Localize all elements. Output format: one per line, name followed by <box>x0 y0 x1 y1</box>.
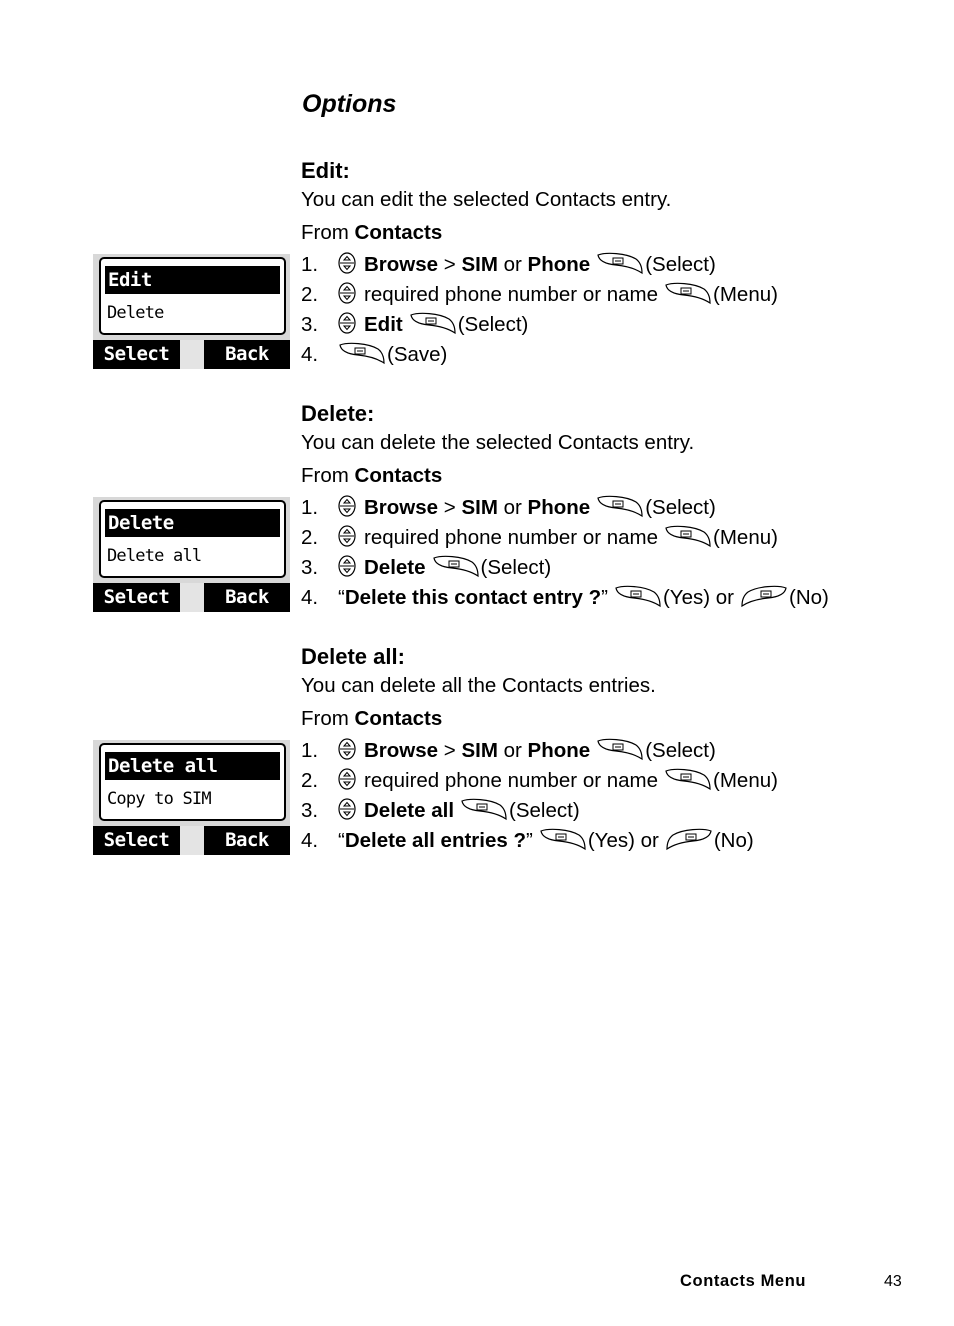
left-softkey-icon <box>409 311 457 335</box>
section-from <box>301 464 442 488</box>
left-softkey-icon <box>596 737 644 761</box>
softkey-bar <box>93 340 290 369</box>
step-number: 3. <box>301 799 319 822</box>
step-number: 2. <box>301 283 319 306</box>
menu-item-highlighted: Edit <box>105 266 280 294</box>
from-target: Contacts <box>354 221 443 244</box>
step-number: 4. <box>301 343 319 366</box>
left-softkey-icon <box>596 251 644 275</box>
left-softkey-label: Select <box>93 826 180 855</box>
step-1 <box>301 251 716 277</box>
softkey-bar <box>93 826 290 855</box>
or-text: or <box>503 739 522 762</box>
left-softkey-icon <box>664 524 712 548</box>
section-description: You can edit the selected Contacts entry. <box>301 188 672 211</box>
step-action: (Select) <box>480 556 552 579</box>
right-softkey-icon <box>740 584 788 608</box>
navigation-key-icon <box>338 768 356 790</box>
no-option: (No) <box>789 586 829 609</box>
step-action: (Menu) <box>713 769 778 792</box>
step-action: (Select) <box>457 313 529 336</box>
step-2 <box>301 281 778 307</box>
left-softkey-icon <box>596 494 644 518</box>
phone-screen <box>93 497 290 612</box>
yes-option: (Yes) or <box>662 586 734 609</box>
step-number: 1. <box>301 496 319 519</box>
step-number: 1. <box>301 253 319 276</box>
step-action: (Menu) <box>713 526 778 549</box>
phone-screen <box>93 740 290 855</box>
step-2 <box>301 524 778 550</box>
menu-browse: Browse <box>364 496 439 519</box>
menu-phone: Phone <box>527 496 591 519</box>
from-label: From <box>301 221 349 244</box>
left-softkey-label: Select <box>93 340 180 369</box>
step-action: (Save) <box>387 343 448 366</box>
step-text: required phone number or name <box>364 526 659 549</box>
menu-delete-all: Delete all <box>364 799 455 822</box>
step-4 <box>301 584 829 610</box>
left-softkey-icon <box>460 797 508 821</box>
quote-open: “ <box>338 586 345 609</box>
no-option: (No) <box>713 829 754 852</box>
menu-item: Copy to SIM <box>107 789 211 809</box>
quote-close: ” <box>601 586 608 609</box>
screen-frame <box>93 254 290 340</box>
confirm-prompt: Delete all entries ? <box>344 829 526 852</box>
step-number: 3. <box>301 556 319 579</box>
or-text: or <box>503 253 522 276</box>
step-number: 2. <box>301 526 319 549</box>
section-heading: Edit: <box>301 158 350 183</box>
softkey-bar <box>93 583 290 612</box>
separator: > <box>443 496 456 519</box>
from-label: From <box>301 707 349 730</box>
step-text: required phone number or name <box>364 769 659 792</box>
menu-item: Delete all <box>107 546 202 566</box>
left-softkey-icon <box>664 281 712 305</box>
separator: > <box>443 253 456 276</box>
page-number: 43 <box>884 1273 902 1290</box>
step-4 <box>301 827 754 853</box>
footer-section-title: Contacts Menu <box>680 1272 807 1290</box>
confirm-prompt: Delete this contact entry ? <box>344 586 602 609</box>
step-number: 4. <box>301 829 319 852</box>
step-2 <box>301 767 778 793</box>
section-heading: Delete: <box>301 401 375 426</box>
section-description: You can delete the selected Contacts entry. <box>301 431 695 454</box>
left-softkey-icon <box>539 827 587 851</box>
navigation-key-icon <box>338 555 356 577</box>
menu-phone: Phone <box>527 253 591 276</box>
menu-edit: Edit <box>364 313 403 336</box>
step-action: (Select) <box>645 253 716 276</box>
step-text: required phone number or name <box>364 283 659 306</box>
menu-browse: Browse <box>364 739 439 762</box>
from-target: Contacts <box>354 707 443 730</box>
step-1 <box>301 494 716 520</box>
menu-sim: SIM <box>461 496 498 519</box>
menu-sim: SIM <box>461 253 498 276</box>
screen-frame <box>93 497 290 583</box>
quote-open: “ <box>338 829 345 852</box>
from-label: From <box>301 464 349 487</box>
navigation-key-icon <box>338 312 356 334</box>
navigation-key-icon <box>338 495 356 517</box>
navigation-key-icon <box>338 798 356 820</box>
step-3 <box>301 797 580 823</box>
yes-option: (Yes) or <box>587 829 659 852</box>
navigation-key-icon <box>338 252 356 274</box>
left-softkey-icon <box>614 584 662 608</box>
quote-close: ” <box>526 829 533 852</box>
step-number: 2. <box>301 769 319 792</box>
section-from <box>301 221 442 245</box>
menu-delete: Delete <box>364 556 426 579</box>
menu-item-highlighted: Delete all <box>105 752 280 780</box>
step-number: 1. <box>301 739 319 762</box>
menu-browse: Browse <box>364 253 439 276</box>
right-softkey-label: Back <box>204 826 290 855</box>
menu-phone: Phone <box>527 739 591 762</box>
section-heading: Delete all: <box>301 644 405 669</box>
step-action: (Select) <box>645 739 716 762</box>
menu-sim: SIM <box>461 739 498 762</box>
section-description: You can delete all the Contacts entries. <box>301 674 656 697</box>
left-softkey-icon <box>664 767 712 791</box>
right-softkey-label: Back <box>204 583 290 612</box>
menu-item-highlighted: Delete <box>105 509 280 537</box>
menu-item: Delete <box>107 303 164 323</box>
step-action: (Menu) <box>713 283 778 306</box>
step-action: (Select) <box>509 799 580 822</box>
left-softkey-label: Select <box>93 583 180 612</box>
step-action: (Select) <box>645 496 716 519</box>
phone-screen <box>93 254 290 369</box>
step-3 <box>301 554 551 580</box>
navigation-key-icon <box>338 738 356 760</box>
navigation-key-icon <box>338 282 356 304</box>
step-4 <box>301 341 447 367</box>
right-softkey-label: Back <box>204 340 290 369</box>
section-from <box>301 707 442 731</box>
lcd-display <box>99 743 286 821</box>
step-number: 3. <box>301 313 319 336</box>
navigation-key-icon <box>338 525 356 547</box>
left-softkey-icon <box>338 341 386 365</box>
page-title: Options <box>302 90 397 118</box>
right-softkey-icon <box>665 827 713 851</box>
step-1 <box>301 737 716 763</box>
screen-frame <box>93 740 290 826</box>
step-number: 4. <box>301 586 319 609</box>
from-target: Contacts <box>354 464 443 487</box>
lcd-display <box>99 257 286 335</box>
step-3 <box>301 311 528 337</box>
lcd-display <box>99 500 286 578</box>
or-text: or <box>503 496 522 519</box>
left-softkey-icon <box>432 554 480 578</box>
separator: > <box>443 739 456 762</box>
